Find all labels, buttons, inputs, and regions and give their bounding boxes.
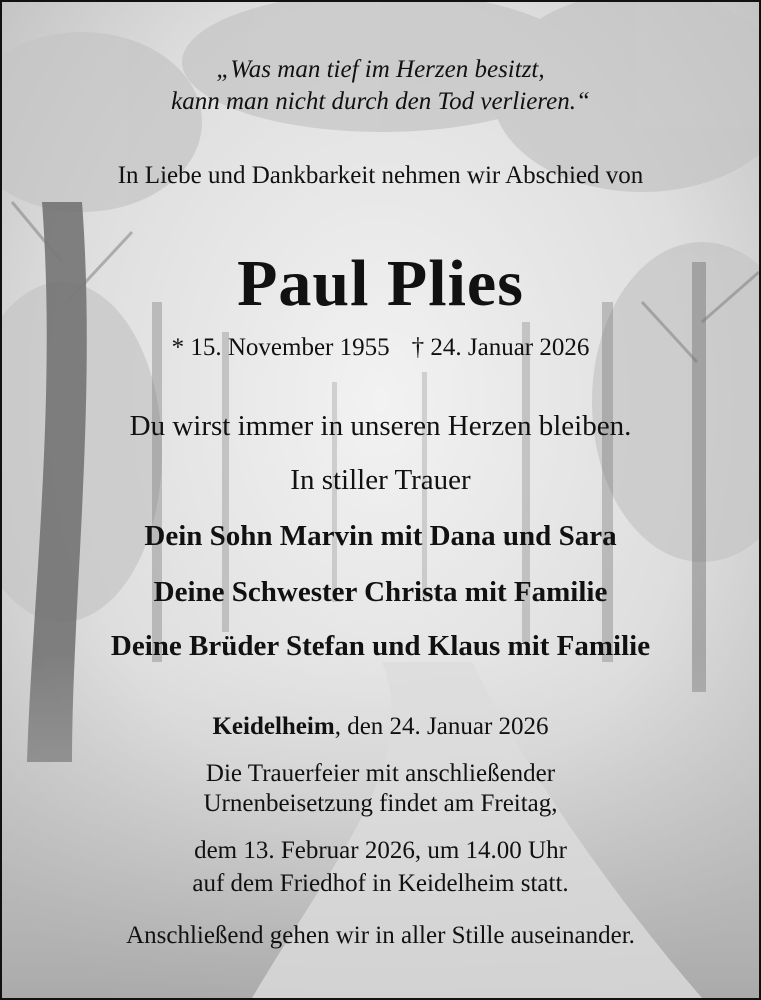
memorial-message: Du wirst immer in unseren Herzen bleiben.	[129, 410, 632, 442]
ceremony-line-3: dem 13. Februar 2026, um 14.00 Uhr	[194, 837, 567, 864]
ceremony-line-4: auf dem Friedhof in Keidelheim statt.	[192, 870, 569, 897]
intro-text: In Liebe und Dankbarkeit nehmen wir Abschied von	[117, 162, 644, 189]
mourner-line-2: Deine Schwester Christa mit Familie	[153, 576, 608, 608]
deceased-name: Paul Plies	[237, 247, 524, 320]
place-date	[2, 712, 759, 742]
mourning-text: In stiller Trauer	[290, 464, 471, 496]
quote-line-1: „Was man tief im Herzen besitzt,	[216, 56, 545, 83]
closing-text: Anschließend gehen wir in aller Stille auseinander.	[126, 922, 635, 949]
notice-date: , den 24. Januar 2026	[334, 713, 549, 740]
ceremony-line-1: Die Trauerfeier mit anschließender	[205, 760, 556, 787]
mourner-line-3: Deine Brüder Stefan und Klaus mit Familie	[110, 630, 651, 662]
life-dates	[2, 334, 759, 362]
mourner-line-1: Dein Sohn Marvin mit Dana und Sara	[144, 520, 617, 552]
ceremony-line-2: Urnenbeisetzung findet am Freitag,	[203, 790, 558, 817]
death-date: † 24. Januar 2026	[411, 334, 590, 361]
quote-line-2: kann man nicht durch den Tod verlieren.“	[171, 88, 590, 115]
place-name: Keidelheim	[212, 713, 335, 740]
birth-date: * 15. November 1955	[171, 334, 390, 361]
